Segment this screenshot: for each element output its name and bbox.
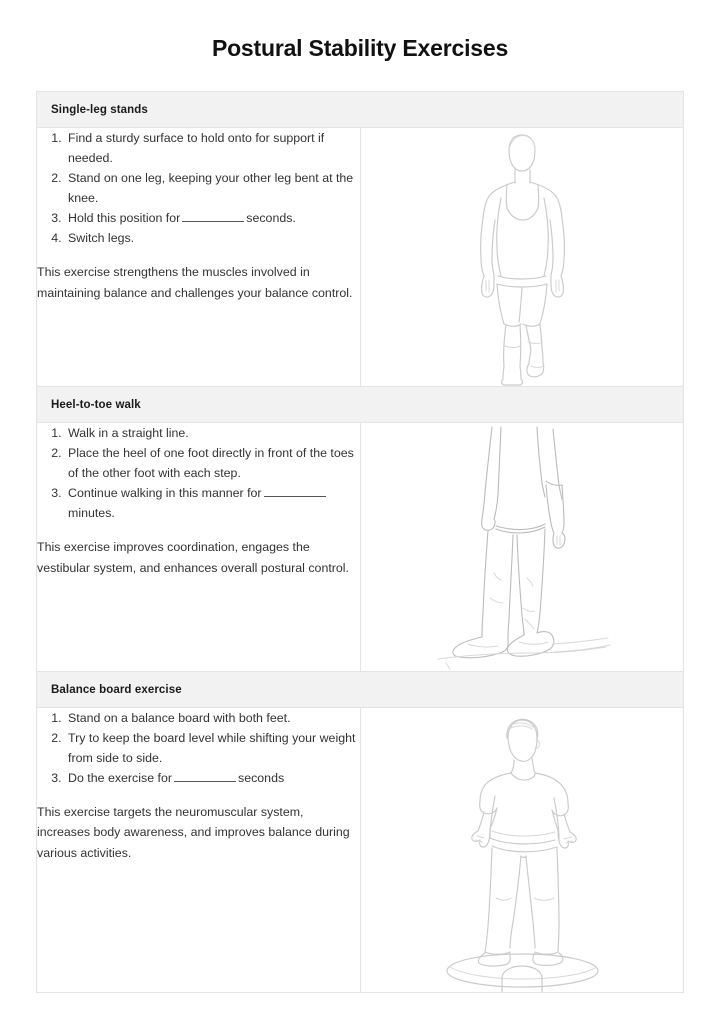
step-list [37, 423, 360, 523]
section-figure-cell [360, 127, 684, 386]
section-header-row [37, 671, 684, 707]
section-header-cell [37, 671, 684, 707]
list-item [65, 728, 360, 768]
step-text: Continue walking in this manner for [68, 485, 262, 500]
step-text: Place the heel of one foot directly in front of the toes of the other foot with each step. [68, 445, 354, 480]
list-item [65, 483, 360, 523]
page-title: Postural Stability Exercises [211, 35, 509, 61]
step-text: Walk in a straight line. [68, 425, 189, 440]
step-list [37, 128, 360, 249]
section-header-row [37, 91, 684, 127]
step-text-post: seconds [238, 770, 285, 785]
figure-holder [361, 708, 684, 992]
section-summary: This exercise improves coordination, engages the vestibular system, and enhances overall postural control. [37, 540, 349, 575]
section-summary: This exercise targets the neuromuscular system, increases body awareness, and improves balance during various activities. [37, 804, 350, 860]
section-text-cell [37, 707, 361, 992]
fill-in-blank [182, 211, 244, 222]
step-text: Switch legs. [68, 231, 135, 246]
section-figure-cell [360, 422, 684, 671]
section-content-row [37, 707, 684, 992]
exercise-table-wrapper [36, 91, 684, 993]
list-item [65, 228, 360, 248]
section-heading-heel-to-toe-walk: Heel-to-toe walk [51, 398, 141, 411]
list-item [65, 128, 360, 168]
section-heading-balance-board-exercise: Balance board exercise [51, 683, 182, 696]
step-text: Hold this position for [68, 210, 181, 225]
step-text: Find a sturdy surface to hold onto for support if needed. [68, 130, 325, 165]
section-summary: This exercise strengthens the muscles involved in maintaining balance and challenges your balance control. [37, 265, 353, 300]
woman-single-leg-stand-icon [427, 128, 617, 386]
step-text: Try to keep the board level while shifting your weight from side to side. [68, 730, 356, 765]
man-balance-board-icon [422, 708, 622, 992]
section-header-cell [37, 91, 684, 127]
list-item [65, 423, 360, 443]
section-header-row [37, 386, 684, 422]
exercise-table [36, 91, 684, 993]
section-text-cell [37, 127, 361, 386]
step-text: Stand on one leg, keeping your other leg bent at the knee. [68, 170, 354, 205]
list-item [65, 168, 360, 208]
step-text: Stand on a balance board with both feet. [68, 710, 291, 725]
step-text-post: seconds. [246, 210, 296, 225]
list-item [65, 708, 360, 728]
section-header-cell [37, 386, 684, 422]
section-text-cell [37, 422, 361, 671]
fill-in-blank [264, 486, 326, 497]
section-heading-single-leg-stands: Single-leg stands [51, 103, 148, 116]
section-figure-cell [360, 707, 684, 992]
step-text: Do the exercise for [68, 770, 172, 785]
section-content-row [37, 127, 684, 386]
figure-holder [361, 423, 684, 671]
list-item [65, 443, 360, 483]
section-content-row [37, 422, 684, 671]
step-list [37, 708, 360, 788]
figure-holder [361, 128, 684, 386]
fill-in-blank [174, 771, 236, 782]
step-text-post: minutes. [68, 505, 115, 520]
legs-heel-to-toe-walk-icon [424, 423, 619, 671]
list-item [65, 208, 360, 228]
list-item [65, 768, 360, 788]
